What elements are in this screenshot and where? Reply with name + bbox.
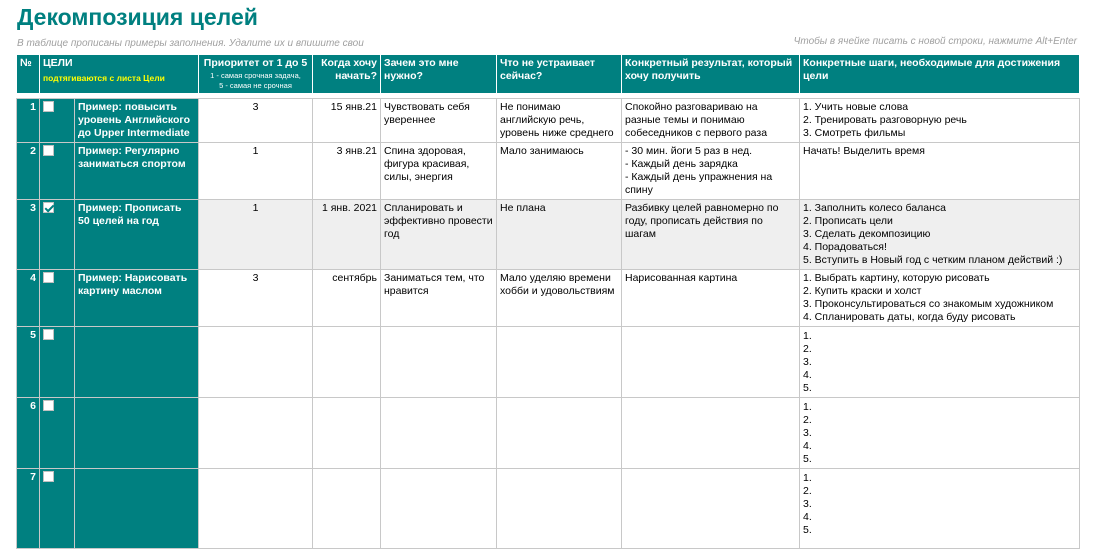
step-line: 1. Учить новые слова bbox=[803, 101, 909, 113]
steps-cell[interactable] bbox=[800, 99, 1080, 143]
why-cell[interactable] bbox=[381, 469, 497, 549]
unsatisfied-cell[interactable] bbox=[497, 327, 622, 398]
result-cell[interactable] bbox=[622, 327, 800, 398]
goal-cell[interactable]: Пример: повысить уровень Английского до Upper Intermediate bbox=[75, 99, 199, 143]
header-goals-label: ЦЕЛИ bbox=[43, 57, 73, 69]
goal-cell[interactable]: Пример: Прописать 50 целей на год bbox=[75, 200, 199, 270]
fill-hint: В таблице прописаны примеры заполнения. Удалите их и впишите свои bbox=[17, 38, 364, 49]
row-number[interactable]: 5 bbox=[17, 327, 40, 398]
steps-cell[interactable] bbox=[800, 398, 1080, 469]
steps-cell[interactable] bbox=[800, 143, 1080, 200]
header-priority[interactable] bbox=[199, 55, 313, 94]
step-line: 3. bbox=[803, 427, 812, 439]
row-checkbox-cell[interactable] bbox=[40, 398, 75, 469]
checkbox[interactable] bbox=[43, 145, 54, 156]
step-line: 2. bbox=[803, 343, 812, 355]
header-row bbox=[17, 55, 1080, 94]
goal-cell[interactable]: Пример: Регулярно заниматься спортом bbox=[75, 143, 199, 200]
step-line: Начать! Выделить время bbox=[803, 145, 925, 157]
step-line: 4. bbox=[803, 511, 812, 523]
step-line: 2. bbox=[803, 414, 812, 426]
header-goals-sub: подтягиваются с листа Цели bbox=[43, 73, 165, 83]
step-line: 2. Тренировать разговорную речь bbox=[803, 114, 967, 126]
step-line: 1. Выбрать картину, которую рисовать bbox=[803, 272, 990, 284]
priority-cell[interactable]: 3 bbox=[199, 99, 313, 143]
step-line: 1. bbox=[803, 472, 812, 484]
row-checkbox-cell[interactable] bbox=[40, 143, 75, 200]
when-cell[interactable] bbox=[313, 327, 381, 398]
checkbox[interactable] bbox=[43, 471, 54, 482]
goal-cell[interactable] bbox=[75, 469, 199, 549]
header-unsatisfied[interactable]: Что не устраивает сейчас? bbox=[497, 55, 622, 94]
header-num[interactable]: № bbox=[17, 55, 40, 94]
step-line: 2. Прописать цели bbox=[803, 215, 893, 227]
steps-cell[interactable] bbox=[800, 200, 1080, 270]
when-cell[interactable]: сентябрь bbox=[313, 270, 381, 327]
priority-cell[interactable]: 3 bbox=[199, 270, 313, 327]
why-cell[interactable]: Спина здоровая, фигура красивая, силы, энергия bbox=[381, 143, 497, 200]
why-cell[interactable]: Чувствовать себя увереннее bbox=[381, 99, 497, 143]
unsatisfied-cell[interactable]: Мало занимаюсь bbox=[497, 143, 622, 200]
why-cell[interactable]: Заниматься тем, что нравится bbox=[381, 270, 497, 327]
header-priority-label: Приоритет от 1 до 5 bbox=[203, 57, 308, 69]
step-line: 5. bbox=[803, 453, 812, 465]
checkbox[interactable] bbox=[43, 400, 54, 411]
table-row bbox=[17, 270, 1080, 327]
header-result[interactable]: Конкретный результат, который хочу получить bbox=[622, 55, 800, 94]
why-cell[interactable]: Спланировать и эффективно провести год bbox=[381, 200, 497, 270]
step-line: 1. Заполнить колесо баланса bbox=[803, 202, 947, 214]
unsatisfied-cell[interactable]: Мало уделяю времени хобби и удовольствиям bbox=[497, 270, 622, 327]
row-checkbox-cell[interactable] bbox=[40, 200, 75, 270]
step-line: 5. Вступить в Новый год с четким планом действий :) bbox=[803, 254, 1063, 266]
priority-cell[interactable]: 1 bbox=[199, 200, 313, 270]
goals-table bbox=[16, 54, 1080, 549]
why-cell[interactable] bbox=[381, 327, 497, 398]
step-line: 3. Сделать декомпозицию bbox=[803, 228, 931, 240]
row-number[interactable]: 4 bbox=[17, 270, 40, 327]
step-line: 1. bbox=[803, 330, 812, 342]
row-checkbox-cell[interactable] bbox=[40, 99, 75, 143]
when-cell[interactable]: 1 янв. 2021 bbox=[313, 200, 381, 270]
row-checkbox-cell[interactable] bbox=[40, 327, 75, 398]
priority-cell[interactable]: 1 bbox=[199, 143, 313, 200]
step-line: 1. bbox=[803, 401, 812, 413]
step-line: 2. bbox=[803, 485, 812, 497]
alt-enter-hint: Чтобы в ячейке писать с новой строки, нажмите Alt+Enter bbox=[793, 36, 1077, 47]
goal-cell[interactable]: Пример: Нарисовать картину маслом bbox=[75, 270, 199, 327]
steps-cell[interactable] bbox=[800, 327, 1080, 398]
when-cell[interactable] bbox=[313, 398, 381, 469]
table-row bbox=[17, 469, 1080, 549]
unsatisfied-cell[interactable] bbox=[497, 398, 622, 469]
row-number[interactable]: 3 bbox=[17, 200, 40, 270]
step-line: 5. bbox=[803, 382, 812, 394]
checkbox[interactable] bbox=[43, 329, 54, 340]
table-row bbox=[17, 200, 1080, 270]
step-line: 3. bbox=[803, 356, 812, 368]
checkbox-checked[interactable] bbox=[43, 202, 54, 213]
table-row bbox=[17, 99, 1080, 143]
table-row bbox=[17, 398, 1080, 469]
steps-cell[interactable] bbox=[800, 469, 1080, 549]
table-row bbox=[17, 327, 1080, 398]
table-row bbox=[17, 143, 1080, 200]
row-number[interactable]: 7 bbox=[17, 469, 40, 549]
step-line: 3. Смотреть фильмы bbox=[803, 127, 906, 139]
row-number[interactable]: 6 bbox=[17, 398, 40, 469]
row-checkbox-cell[interactable] bbox=[40, 270, 75, 327]
result-cell[interactable]: Нарисованная картина bbox=[622, 270, 800, 327]
step-line: 4. bbox=[803, 440, 812, 452]
unsatisfied-cell[interactable] bbox=[497, 469, 622, 549]
goal-cell[interactable] bbox=[75, 398, 199, 469]
checkbox[interactable] bbox=[43, 101, 54, 112]
header-goals[interactable] bbox=[40, 55, 199, 94]
row-number[interactable]: 2 bbox=[17, 143, 40, 200]
step-line: 2. Купить краски и холст bbox=[803, 285, 922, 297]
goal-cell[interactable] bbox=[75, 327, 199, 398]
steps-cell[interactable] bbox=[800, 270, 1080, 327]
header-when[interactable]: Когда хочу начать? bbox=[313, 55, 381, 94]
checkbox[interactable] bbox=[43, 272, 54, 283]
step-line: 5. bbox=[803, 524, 812, 536]
when-cell[interactable] bbox=[313, 469, 381, 549]
when-cell[interactable]: 3 янв.21 bbox=[313, 143, 381, 200]
result-cell[interactable] bbox=[622, 469, 800, 549]
page-title: Декомпозиция целей bbox=[17, 4, 258, 30]
result-cell[interactable]: - 30 мин. йоги 5 раз в нед. - Каждый день зарядка - Каждый день упражнения на спину bbox=[622, 143, 800, 200]
unsatisfied-cell[interactable]: Не понимаю английскую речь, уровень ниже среднего bbox=[497, 99, 622, 143]
step-line: 4. bbox=[803, 369, 812, 381]
step-line: 4. Порадоваться! bbox=[803, 241, 887, 253]
step-line: 4. Спланировать даты, когда буду рисовать bbox=[803, 311, 1016, 323]
priority-cell[interactable] bbox=[199, 327, 313, 398]
result-cell[interactable]: Спокойно разговариваю на разные темы и понимаю собеседников с первого раза bbox=[622, 99, 800, 143]
result-cell[interactable]: Разбивку целей равномерно по году, прописать действия по шагам bbox=[622, 200, 800, 270]
header-priority-sub1: 1 - самая срочная задача, bbox=[210, 71, 301, 80]
header-priority-sub2: 5 - самая не срочная bbox=[219, 81, 292, 90]
step-line: 3. bbox=[803, 498, 812, 510]
header-steps[interactable]: Конкретные шаги, необходимые для достижения цели bbox=[800, 55, 1080, 94]
priority-cell[interactable] bbox=[199, 398, 313, 469]
row-number[interactable]: 1 bbox=[17, 99, 40, 143]
step-line: 3. Проконсультироваться со знакомым художником bbox=[803, 298, 1054, 310]
unsatisfied-cell[interactable]: Не плана bbox=[497, 200, 622, 270]
priority-cell[interactable] bbox=[199, 469, 313, 549]
row-checkbox-cell[interactable] bbox=[40, 469, 75, 549]
result-cell[interactable] bbox=[622, 398, 800, 469]
when-cell[interactable]: 15 янв.21 bbox=[313, 99, 381, 143]
why-cell[interactable] bbox=[381, 398, 497, 469]
header-why[interactable]: Зачем это мне нужно? bbox=[381, 55, 497, 94]
